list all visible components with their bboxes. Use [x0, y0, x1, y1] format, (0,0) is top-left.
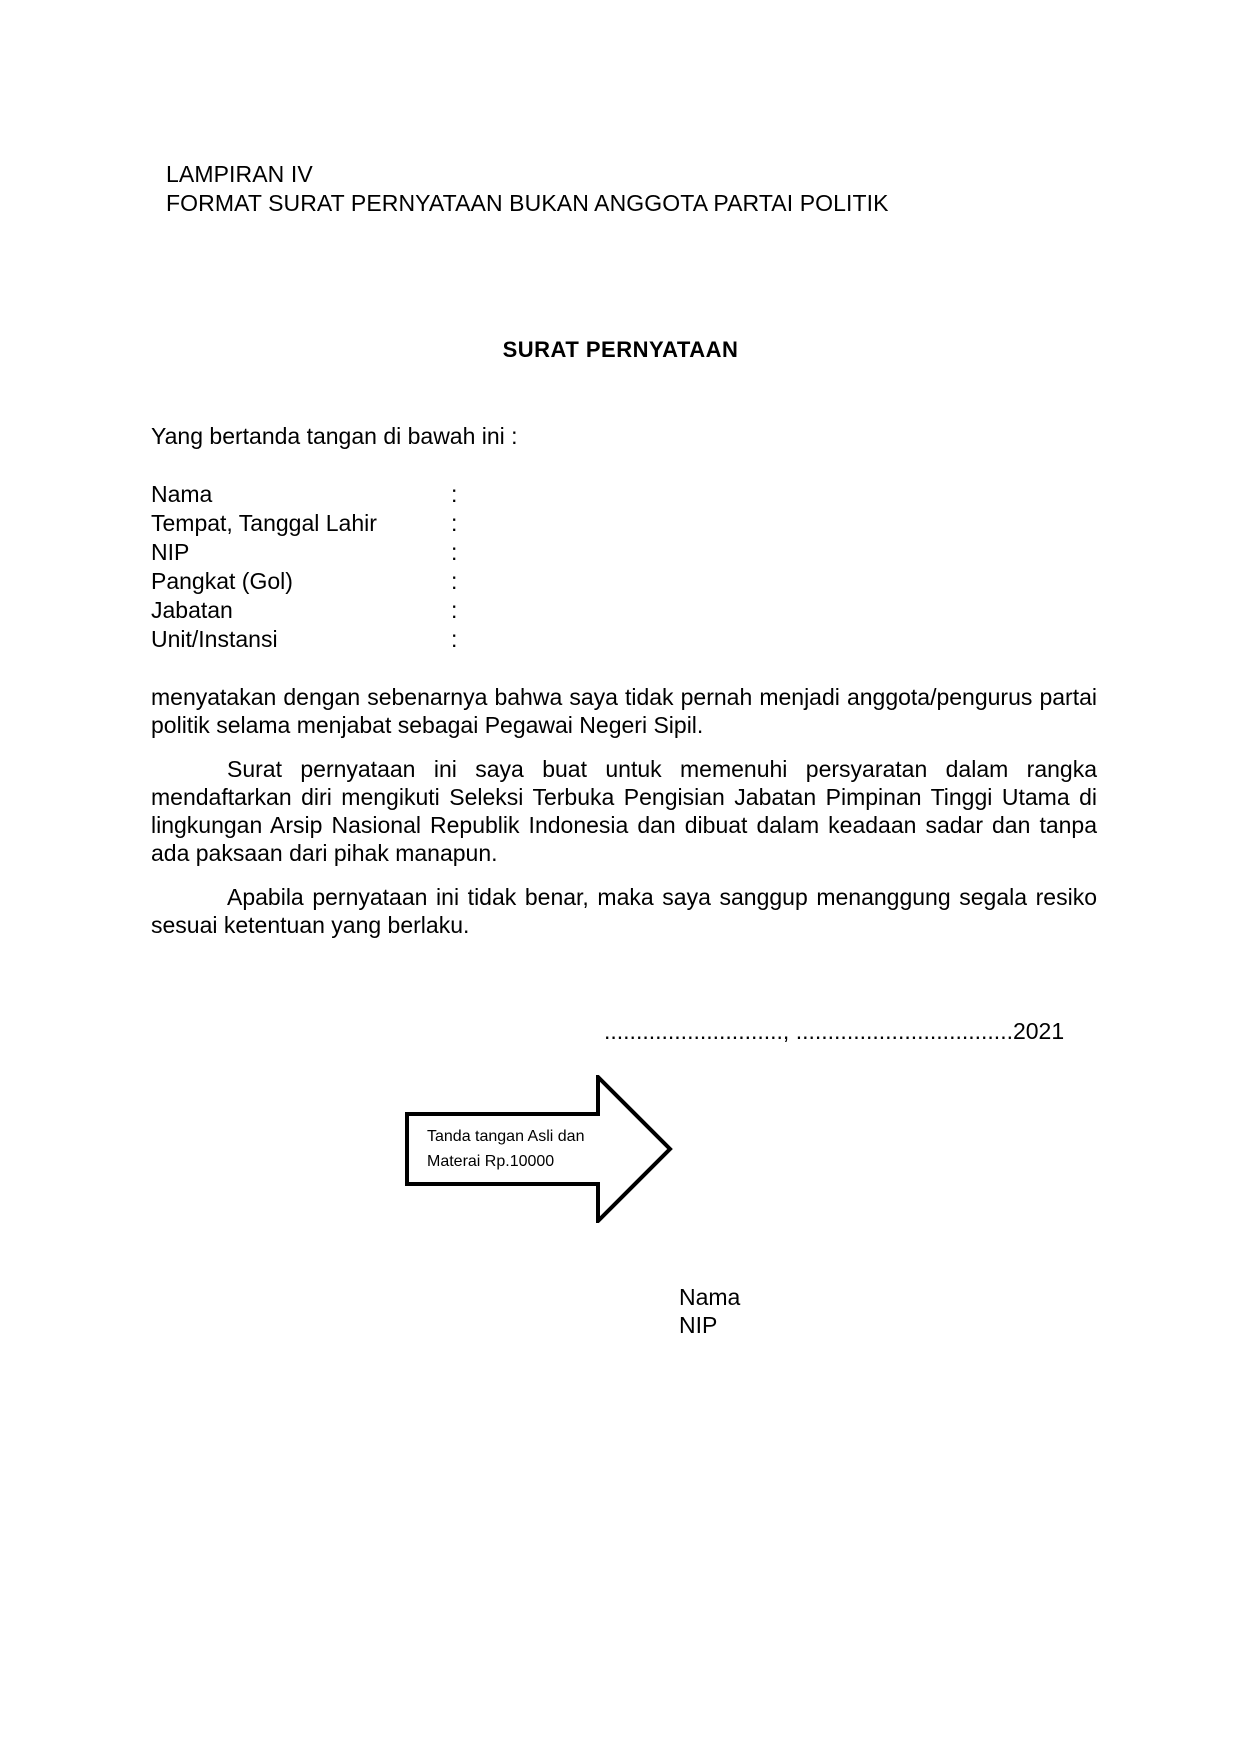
field-label: Pangkat (Gol): [151, 568, 293, 594]
signer-nip-label: NIP: [679, 1312, 718, 1338]
purpose-paragraph: Surat pernyataan ini saya buat untuk memenuhi persyaratan dalam rangka mendaftarkan diri mengikuti Seleksi Terbuka Pengisian Jabatan Pimpinan Tinggi Utama di lingkungan Arsip Nasional Republik Indonesia dan dibuat dalam keadaan sadar dan tanpa ada paksaan dari pihak manapun.: [151, 756, 1097, 866]
intro-text: Yang bertanda tangan di bawah ini :: [151, 423, 518, 449]
signer-name-label: Nama: [679, 1284, 741, 1310]
signature-block: [679, 1283, 740, 1339]
field-colon: :: [451, 597, 458, 623]
field-label: NIP: [151, 539, 190, 565]
attachment-format-title: FORMAT SURAT PERNYATAAN BUKAN ANGGOTA PARTAI POLITIK: [166, 190, 889, 216]
signature-stamp-note: [427, 1124, 584, 1174]
attachment-number: LAMPIRAN IV: [166, 161, 313, 187]
statement-paragraph: menyatakan dengan sebenarnya bahwa saya tidak pernah menjadi anggota/pengurus partai politik selama menjabat sebagai Pegawai Negeri Sipil.: [151, 684, 1097, 738]
field-colon: :: [451, 481, 458, 507]
consequence-paragraph: Apabila pernyataan ini tidak benar, maka saya sanggup menanggung segala resiko sesuai ketentuan yang berlaku.: [151, 884, 1097, 938]
field-colon: :: [451, 510, 458, 536]
document-title: SURAT PERNYATAAN: [502, 337, 739, 362]
attachment-header: [166, 160, 889, 218]
field-label: Unit/Instansi: [151, 626, 278, 652]
field-label: Nama: [151, 481, 213, 507]
field-label: Jabatan: [151, 597, 233, 623]
place-date-line: ............................, ..................................2021: [604, 1018, 1065, 1044]
field-colon: :: [451, 626, 458, 652]
signature-note-line: Tanda tangan Asli dan: [427, 1128, 585, 1145]
stamp-note-line: Materai Rp.10000: [427, 1153, 555, 1170]
field-colon: :: [451, 539, 458, 565]
field-label: Tempat, Tanggal Lahir: [151, 510, 377, 536]
field-colon: :: [451, 568, 458, 594]
